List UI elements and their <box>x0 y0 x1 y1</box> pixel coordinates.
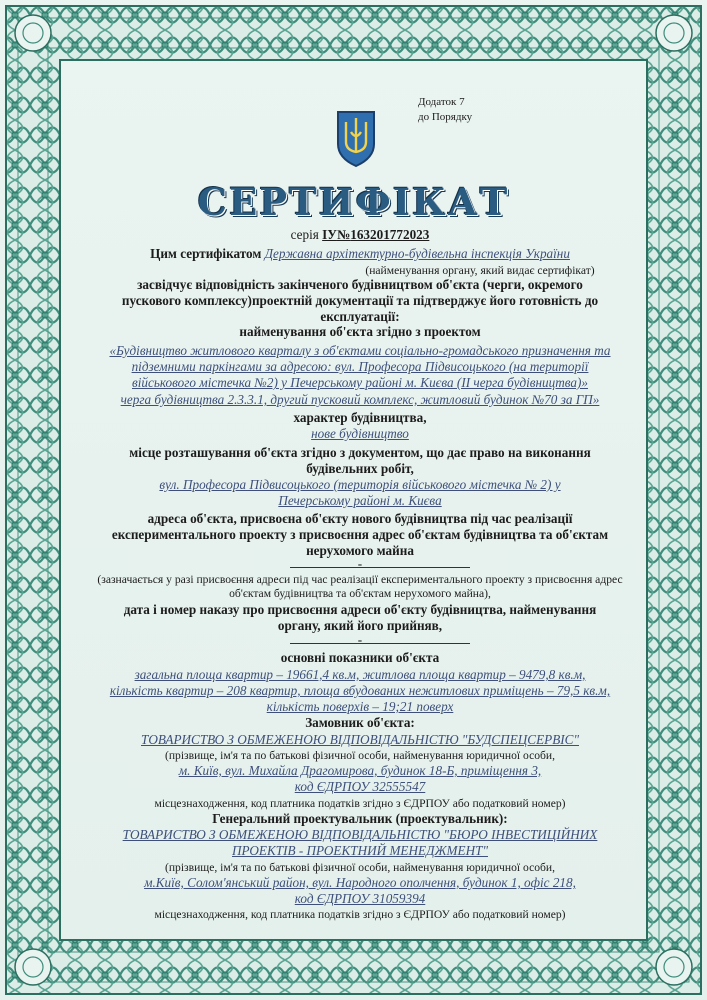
customer-caption: (прізвище, ім'я та по батькові фізичної особи, найменування юридичної особи, <box>164 749 556 762</box>
designer-name-1: ТОВАРИСТВО З ОБМЕЖЕНОЮ ВІДПОВІДАЛЬНІСТЮ "БЮРО ІНВЕСТИЦІЙНИХ <box>122 827 598 842</box>
customer-label: Замовник об'єкта: <box>305 715 415 730</box>
object-name-line-2: підземними паркінгами за адресою: вул. Професора Підвисоцького (на території <box>131 359 589 374</box>
issuer-prefix: Цим сертифікатом <box>150 246 262 261</box>
issuer-name: Державна архітектурно-будівельна інспекція України <box>264 246 570 261</box>
object-name-line-1: «Будівництво житлового кварталу з об'єктами соціально-громадського призначення та <box>109 343 611 358</box>
series-line <box>80 227 640 242</box>
designer-name-2: ПРОЕКТІВ - ПРОЕКТНИЙ МЕНЕДЖМЕНТ" <box>232 843 488 858</box>
object-name-label: найменування об'єкта згідно з проектом <box>239 324 481 339</box>
series-label: серія <box>290 227 319 242</box>
address-caption-1: (зазначається у разі присвоєння адреси під час реалізації експериментального проекту з присвоєння адрес <box>97 573 623 586</box>
address-label-1: адреса об'єкта, присвоєна об'єкту нового будівництва під час реалізації <box>147 511 573 526</box>
address-label-3: нерухомого майна <box>306 543 414 558</box>
indicators-line-2: кількість квартир – 208 квартир, площа вбудованих нежитлових приміщень – 79,5 кв.м, <box>109 683 611 698</box>
series-number: 163201772023 <box>350 227 430 242</box>
annex-number: Додаток 7 <box>418 96 465 108</box>
customer-name: ТОВАРИСТВО З ОБМЕЖЕНОЮ ВІДПОВІДАЛЬНІСТЮ "БУДСПЕЦСЕРВІС" <box>141 732 579 747</box>
number-sign: № <box>336 227 351 242</box>
issuer-line <box>80 246 640 261</box>
address-caption-2: об'єктам будівництва та об'єктам нерухомого майна), <box>229 587 491 600</box>
annex-reference: до Порядку <box>418 111 473 123</box>
designer-caption: (прізвище, ім'я та по батькові фізичної особи, найменування юридичної особи, <box>164 861 556 874</box>
location-label-1: місце розташування об'єкта згідно з документом, що дає право на виконання <box>129 445 591 460</box>
designer-address: м.Київ, Солом'янський район, вул. Народного ополчення, будинок 1, офіс 218, <box>144 875 576 890</box>
order-underline <box>290 643 470 644</box>
certifies-line-2: пускового комплексу)проектній документації та підтверджує його готовність до <box>121 293 599 308</box>
order-label-2: органу, який його прийняв, <box>277 618 443 633</box>
order-label-1: дата і номер наказу про присвоєння адреси об'єкту будівництва, найменування <box>123 602 597 617</box>
customer-caption-2: місцезнаходження, код платника податків згідно з ЄДРПОУ або податковий номер) <box>154 797 566 810</box>
customer-address: м. Київ, вул. Михайла Драгомирова, будинок 18-Б, приміщення 3, <box>178 763 542 778</box>
order-value: - <box>357 632 363 647</box>
certifies-line-1: засвідчує відповідність закінченого будівництвом об'єкта (черги, окремого <box>137 277 583 292</box>
location-label-2: будівельних робіт, <box>306 461 414 476</box>
location-value-1: вул. Професора Підвисоцького (територія військового містечка № 2) у <box>159 477 561 492</box>
location-value-2: Печерському районі м. Києва <box>278 493 442 508</box>
series-code: ІУ <box>322 227 337 242</box>
construction-type-label: характер будівництва, <box>293 410 427 425</box>
indicators-line-3: кількість поверхів – 19;21 поверх <box>266 699 454 714</box>
object-name-line-3: військового містечка №2) у Печерському районі м. Києва (ІІ черга будівництва)» <box>132 375 588 390</box>
indicators-label: основні показники об'єкта <box>280 650 440 665</box>
construction-type-value: нове будівництво <box>311 426 409 441</box>
address-underline <box>290 567 470 568</box>
designer-label: Генеральний проектувальник (проектувальник): <box>212 811 508 826</box>
address-value: - <box>357 556 363 571</box>
certifies-line-3: експлуатації: <box>320 309 400 324</box>
customer-code: код ЄДРПОУ 32555547 <box>294 779 426 794</box>
designer-caption-2: місцезнаходження, код платника податків згідно з ЄДРПОУ або податковий номер) <box>154 908 566 921</box>
issuer-caption: (найменування органу, який видає сертифікат) <box>365 264 595 277</box>
page-title: СЕРТИФІКАТ <box>197 180 510 224</box>
object-name-line-4: черга будівництва 2.3.3.1, другий пусковий комплекс, житловий будинок №70 за ГП» <box>120 392 600 407</box>
indicators-line-1: загальна площа квартир – 19661,4 кв.м, житлова площа квартир – 9479,8 кв.м, <box>134 667 586 682</box>
designer-code: код ЄДРПОУ 31059394 <box>294 891 426 906</box>
address-label-2: експериментального проекту з присвоєння адрес об'єктам будівництва та об'єктам <box>111 527 609 542</box>
